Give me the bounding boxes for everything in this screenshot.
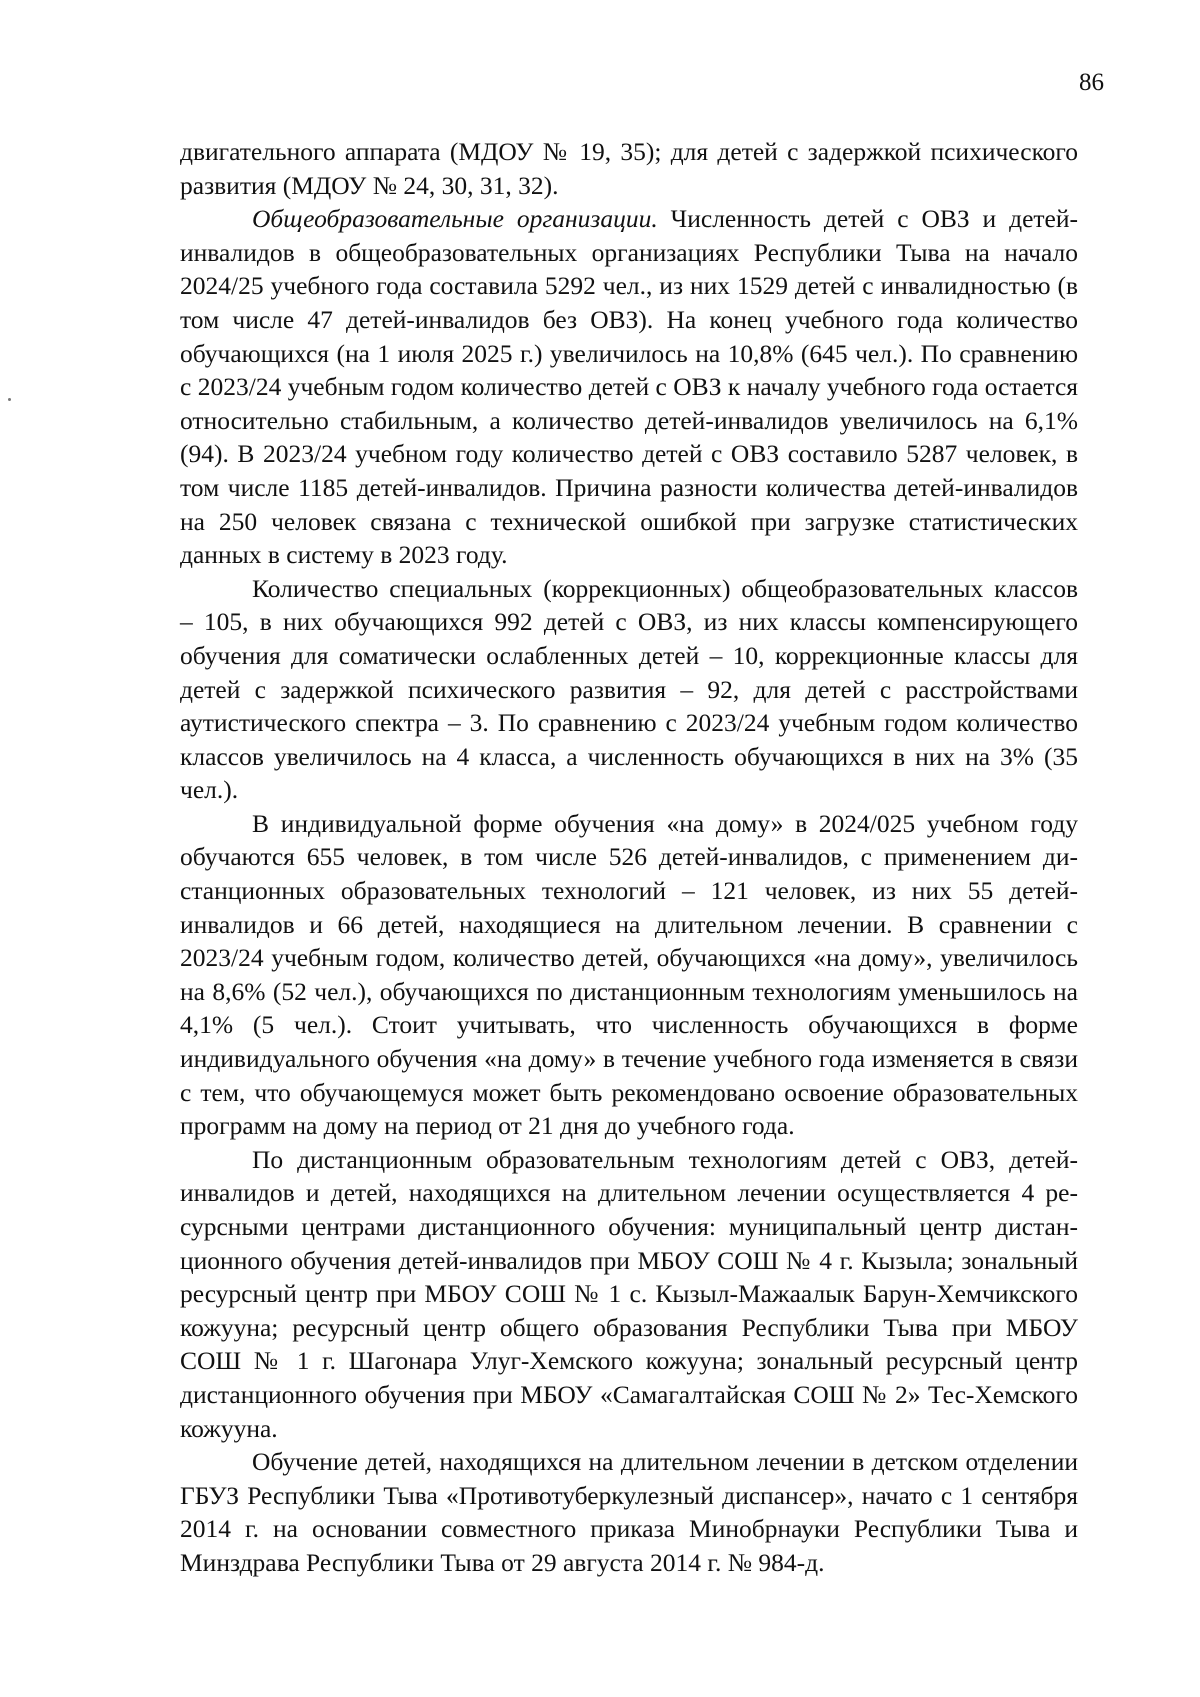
- paragraph-lead-italic: Общеобразовательные организации.: [252, 204, 658, 234]
- scan-artifact-dot: [8, 398, 11, 401]
- paragraph-text: Обучение детей, находящихся на длительном лечении в детском отделении ГБУЗ Республики Тыва «Противотуберкулезный диспансер», начато с 1 сентября 2014 г. на основании совместного приказа Минобрнауки Республики Тыва и Минздрава Республики Тыва от 29 августа 2014 г. № 984-д.: [180, 1447, 1078, 1577]
- paragraph-text: Численность детей с ОВЗ и детей-инвалидов в общеобразовательных организациях Республики Тыва на начало 2024/25 учебного года составила 5292 чел., из них 1529 детей с инвалидностью (в том числе 47 детей-инвалидов без ОВЗ). На конец учебного года количество обучающихся (на 1 июля 2025 г.) увеличилось на 10,8% (645 чел.). По сравнению с 2023/24 учебным годом количество детей с ОВЗ к началу учебного года остается относительно стабильным, а количество детей-инвалидов увеличилось на 6,1% (94). В 2023/24 учебном году количество детей с ОВЗ составило 5287 человек, в том числе 1185 детей-инвалидов. Причина разности количества детей-инвалидов на 250 человек связана с технической ошибкой при загрузке статистических данных в систему в 2023 году.: [180, 204, 1078, 570]
- paragraph-text: В индивидуальной форме обучения «на дому» в 2024/025 учебном году обучаются 655 человек, в том числе 526 детей-инвалидов, с применением дистанционных образовательных технологий – 121 человек, из них 55 детей-инвалидов и 66 детей, находящиеся на длительном лечении. В сравнении с 2023/24 учебным годом, количество детей, обучающихся «на дому», увеличилось на 8,6% (52 чел.), обучающихся по дистанционным технологиям уменьшилось на 4,1% (5 чел.). Стоит учитывать, что численность обучающихся в форме индивидуального обучения «на дому» в течение учебного года изменяется в связи с тем, что обучающемуся может быть рекомендовано освоение образовательных программ на дому на период от 21 дня до учебного года.: [180, 808, 1078, 1141]
- document-body: [180, 135, 1078, 1580]
- paragraph-home-schooling: [180, 807, 1078, 1143]
- paragraph-general-education: [180, 202, 1078, 572]
- paragraph-text: двигательного аппарата (МДОУ № 19, 35); для детей с задержкой психического развития (МДОУ № 24, 30, 31, 32).: [180, 137, 1078, 200]
- paragraph-text: Количество специальных (коррекционных) общеобразовательных классов – 105, в них обучающихся 992 детей с ОВЗ, из них классы компенсирующего обучения для соматически ослабленных детей – 10, коррекционные классы для детей с задержкой психического развития – 92, для детей с расстройствами аутистического спектра – 3. По сравнению с 2023/24 учебным годом количество классов увеличилось на 4 класса, а численность обучающихся в них на 3% (35 чел.).: [180, 573, 1078, 805]
- paragraph-special-classes: [180, 572, 1078, 807]
- paragraph-distance-centers: [180, 1143, 1078, 1445]
- page-number: 86: [1079, 69, 1104, 96]
- paragraph-text: По дистанционным образовательным технологиям детей с ОВЗ, детей-инвалидов и детей, находящихся на длительном лечении осуществляется 4 ресурсными центрами дистанционного обучения: муниципальный центр дистанционного обучения детей-инвалидов при МБОУ СОШ № 4 г. Кызыла; зональный ресурсный центр при МБОУ СОШ № 1 с. Кызыл-Мажаалык Барун-Хемчикского кожууна; ресурсный центр общего образования Республики Тыва при МБОУ СОШ № 1 г. Шагонара Улуг-Хемского кожууна; зональный ресурсный центр дистанционного обучения при МБОУ «Самагалтайская СОШ № 2» Тес-Хемского кожууна.: [180, 1144, 1078, 1443]
- paragraph-tuberculosis-dispensary: [180, 1445, 1078, 1579]
- paragraph-continuation: [180, 135, 1078, 202]
